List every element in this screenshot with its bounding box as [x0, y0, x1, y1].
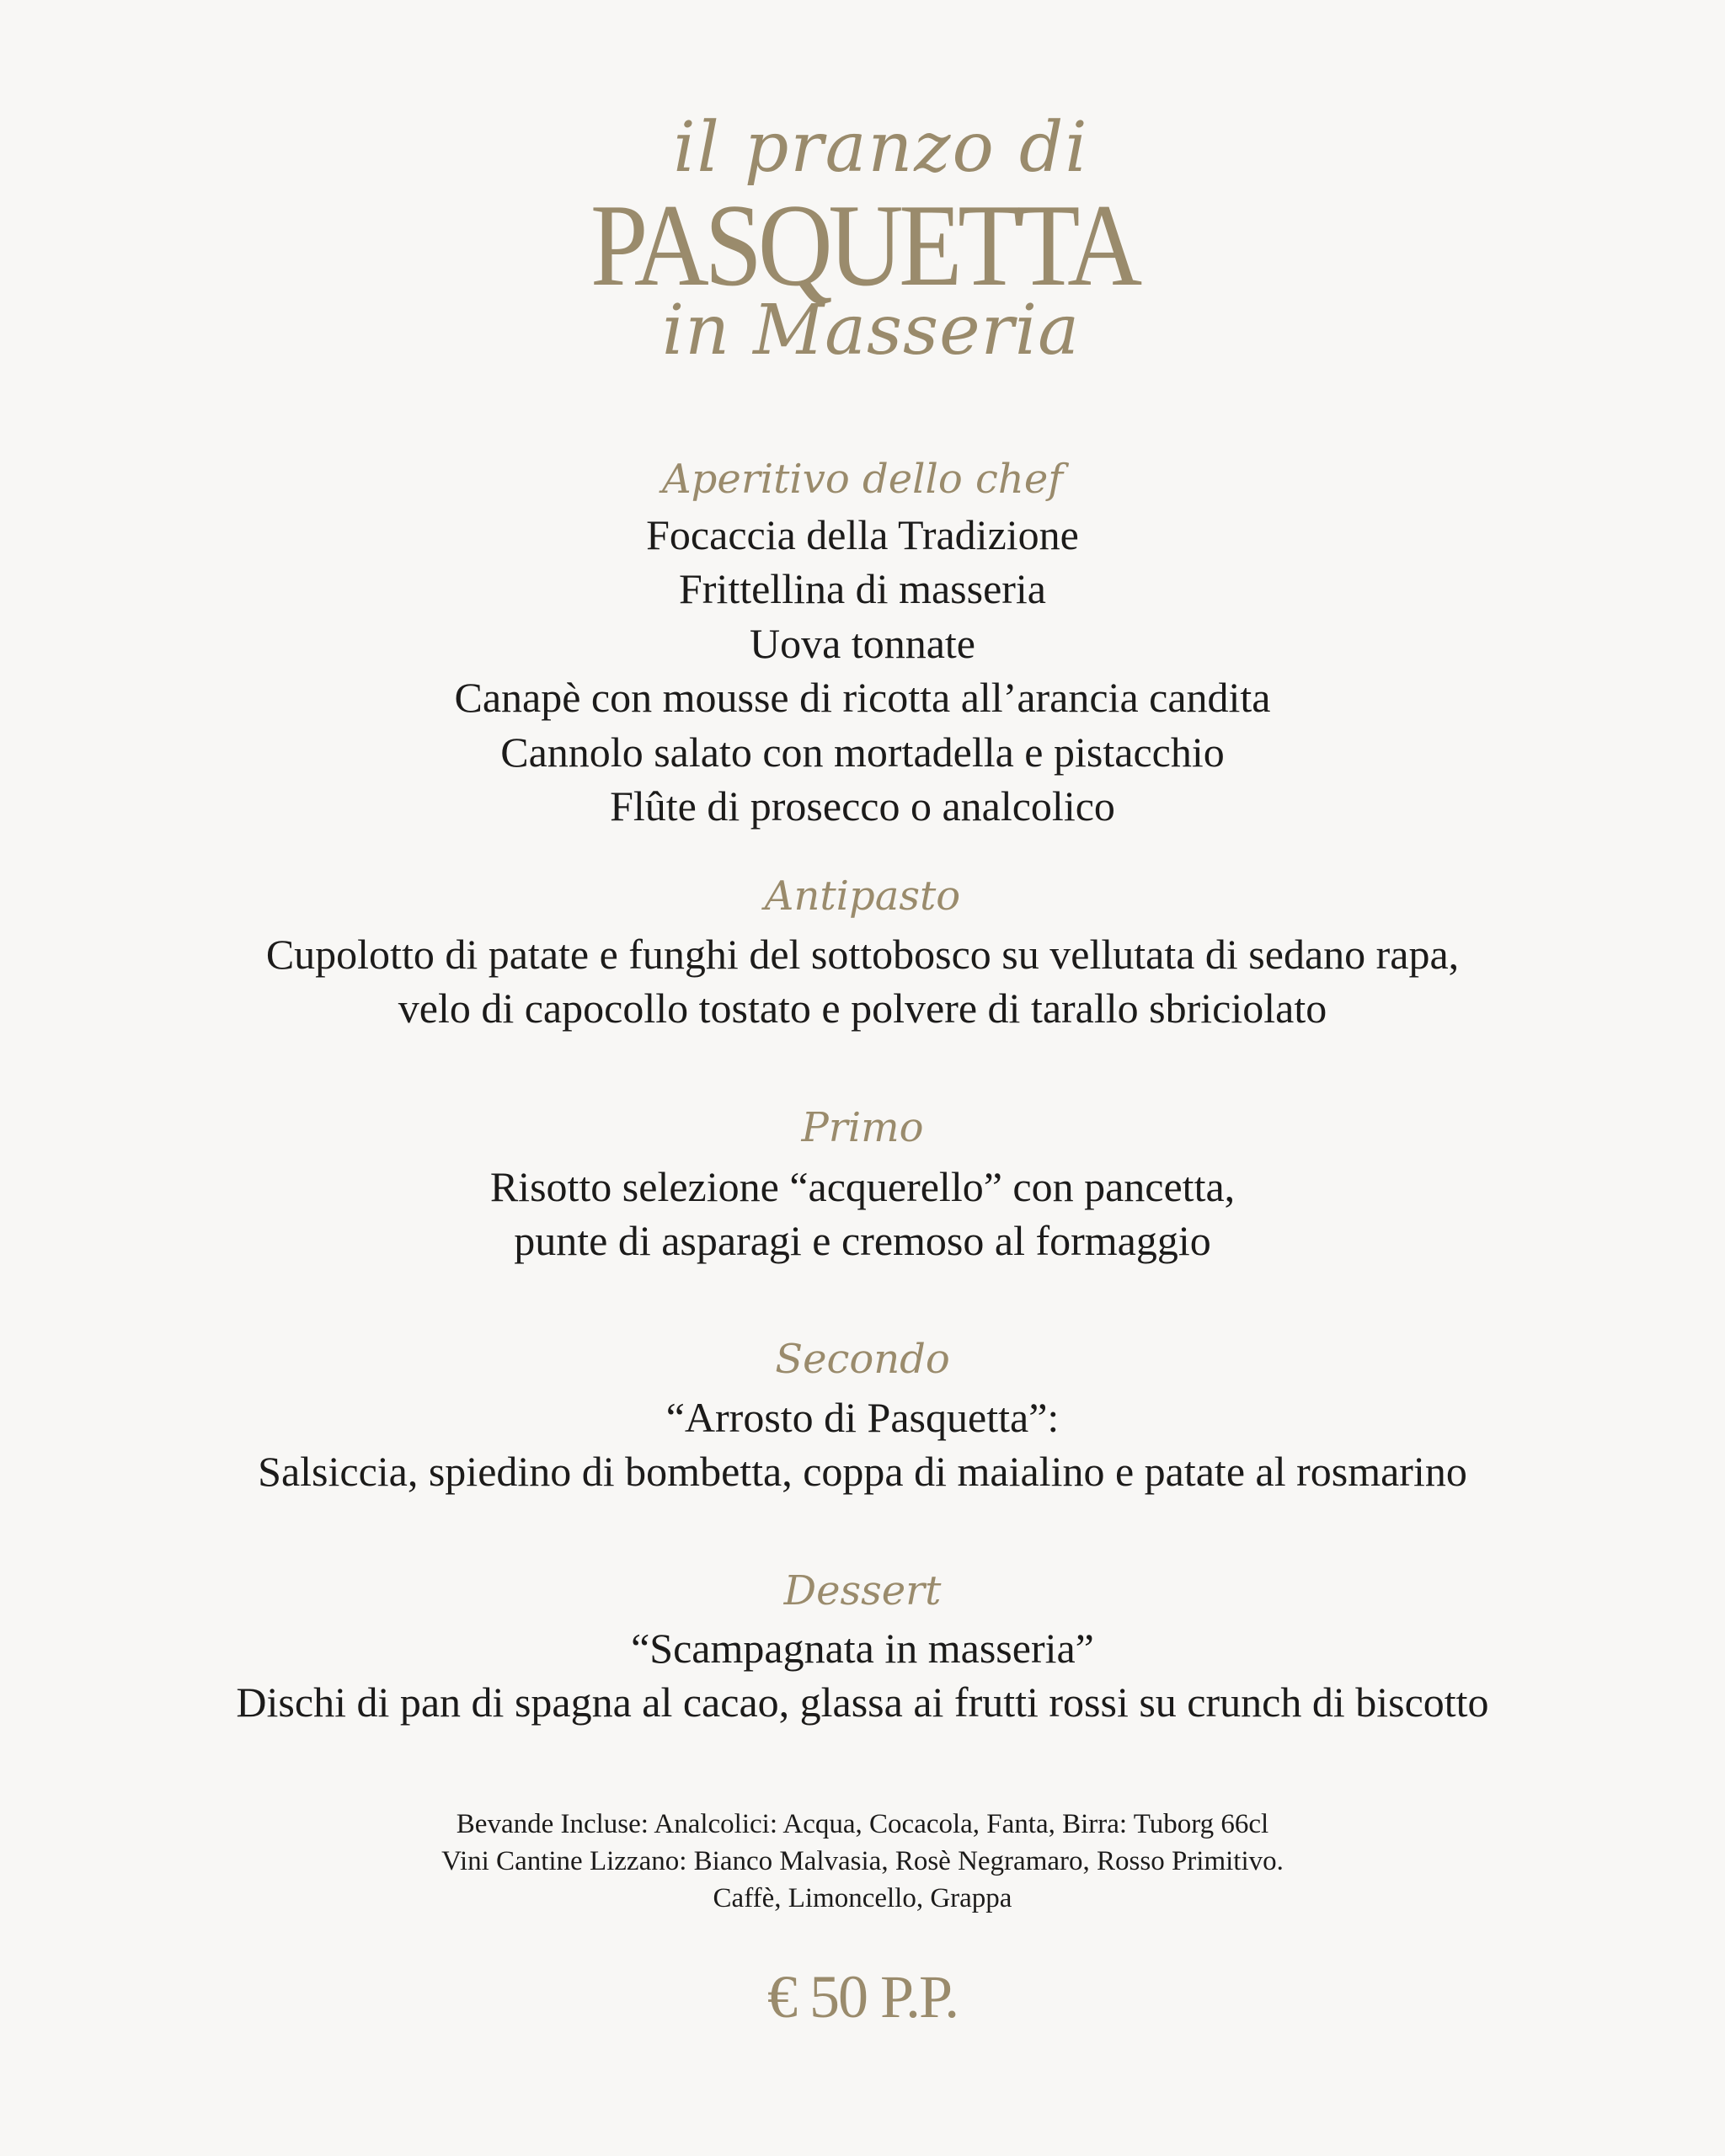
menu-item: Dischi di pan di spagna al cacao, glassa ai frutti rossi su crunch di biscotto — [236, 1678, 1489, 1726]
menu-item: velo di capocollo tostato e polvere di tarallo sbriciolato — [398, 985, 1327, 1032]
section-heading-aperitivo: Aperitivo dello chef — [662, 456, 1063, 503]
section-heading-primo: Primo — [801, 1104, 924, 1151]
menu-item: Focaccia della Tradizione — [646, 511, 1079, 558]
title-line-1: il pranzo di — [673, 108, 1089, 188]
menu-item: punte di asparagi e cremoso al formaggio — [514, 1217, 1211, 1264]
drinks-line: Caffè, Limoncello, Grappa — [713, 1883, 1012, 1913]
menu-item: Uova tonnate — [750, 620, 975, 667]
menu-item: Canapè con mousse di ricotta all’arancia candita — [454, 674, 1271, 721]
title-line-3: in Masseria — [662, 291, 1080, 371]
menu-item: Salsiccia, spiedino di bombetta, coppa di maialino e patate al rosmarino — [258, 1448, 1467, 1495]
drinks-line: Bevande Incluse: Analcolici: Acqua, Cocacola, Fanta, Birra: Tuborg 66cl — [456, 1809, 1269, 1839]
menu-item: Flûte di prosecco o analcolico — [610, 782, 1115, 830]
title-main: PASQUETTA — [590, 180, 1138, 311]
menu-item: “Scampagnata in masseria” — [631, 1625, 1094, 1672]
section-heading-secondo: Secondo — [775, 1336, 950, 1383]
menu-item: Frittellina di masseria — [678, 565, 1046, 612]
drinks-line: Vini Cantine Lizzano: Bianco Malvasia, Rosè Negramaro, Rosso Primitivo. — [441, 1846, 1284, 1876]
menu-item: Cannolo salato con mortadella e pistacchio — [500, 728, 1225, 776]
price-label: € 50 P.P. — [766, 1963, 959, 2031]
menu-item: Cupolotto di patate e funghi del sottobosco su vellutata di sedano rapa, — [265, 931, 1460, 978]
section-heading-antipasto: Antipasto — [764, 873, 961, 920]
menu-item: “Arrosto di Pasquetta”: — [665, 1394, 1060, 1441]
section-heading-dessert: Dessert — [783, 1567, 942, 1614]
menu-item: Risotto selezione “acquerello” con pancetta, — [489, 1163, 1236, 1210]
